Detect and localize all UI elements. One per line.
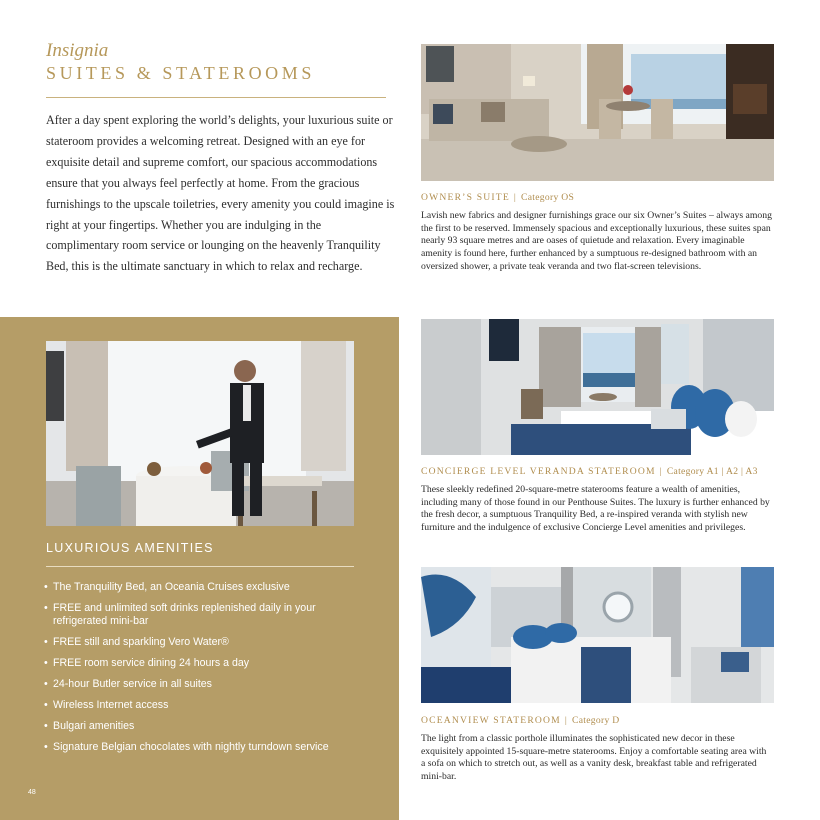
concierge-name: CONCIERGE LEVEL VERANDA STATEROOM <box>421 466 656 477</box>
owners-suite-heading <box>421 192 574 203</box>
oceanview-description: The light from a classic porthole illuminates the sophisticated new decor in these exquisitely appointed 15-square-metre staterooms. Enjoy a comfortable seating area with a sofa on which to stretch out, as well as a vanity desk, breakfast table and refrigerated mini-bar. <box>421 733 767 783</box>
list-item: • Signature Belgian chocolates with nightly turndown service <box>44 741 364 754</box>
oceanview-stateroom-photo <box>421 567 774 703</box>
list-item: • FREE room service dining 24 hours a day <box>44 657 364 670</box>
page-number: 48 <box>28 789 36 796</box>
page-title: SUITES & STATEROOMS <box>46 63 315 83</box>
amenities-divider <box>46 566 354 567</box>
owners-suite-photo <box>421 44 774 181</box>
concierge-heading <box>421 466 758 477</box>
list-item: • Wireless Internet access <box>44 699 364 712</box>
amenities-list <box>44 581 364 762</box>
list-item: • FREE still and sparkling Vero Water® <box>44 636 364 649</box>
owners-suite-description: Lavish new fabrics and designer furnishings grace our six Owner’s Suites – always among the first to be reserved. Immensely spacious and exceptionally luxurious, these suites span nearly 93 square metres and are oases of quietude and relaxation. Every imaginable amenity is found here, further enhanced by a sumptuous re-designed bathroom with an oversized shower, a private teak veranda and two flat-screen televisions. <box>421 210 772 272</box>
butler-service-photo <box>46 341 354 526</box>
heading-separator: | <box>513 192 518 203</box>
list-item: • The Tranquility Bed, an Oceania Cruises exclusive <box>44 581 364 594</box>
concierge-description: These sleekly redefined 20-square-metre staterooms feature a wealth of amenities, including many of those found in our Penthouse Suites. The luxury is further enhanced by the fresh decor, a sumptuous Tranquility Bed, a re-inspired veranda with stylish new furniture and the indulgence of exclusive Concierge Level amenities and privileges. <box>421 484 770 534</box>
concierge-stateroom-photo <box>421 319 774 455</box>
concierge-category: Category A1 | A2 | A3 <box>666 466 758 477</box>
oceanview-name: OCEANVIEW STATEROOM <box>421 715 561 726</box>
amenities-title: LUXURIOUS AMENITIES <box>46 541 214 555</box>
list-item: • FREE and unlimited soft drinks replenished daily in your refrigerated mini-bar <box>44 602 364 628</box>
title-divider <box>46 97 386 98</box>
owners-suite-name: OWNER’S SUITE <box>421 192 510 203</box>
list-item: • Bulgari amenities <box>44 720 364 733</box>
oceanview-category: Category D <box>572 715 620 726</box>
oceanview-heading <box>421 715 620 726</box>
intro-paragraph: After a day spent exploring the world’s delights, your luxurious suite or stateroom provides a welcoming retreat. Designed with an eye for exquisite detail and supreme comfort, our spacious accommodations ensure that you always feel perfectly at home. From the gracious furnishings to the upscale toiletries, every amenity you could imagine is right at your fingertips. Whether you are indulging in the complimentary room service or lounging on the heavenly Tranquility Bed, this is the ultimate sanctuary in which to relax and recharge. <box>46 113 395 274</box>
title-italic: Insignia <box>46 40 109 61</box>
owners-suite-category: Category OS <box>521 192 575 203</box>
heading-separator: | <box>564 715 569 726</box>
list-item: • 24-hour Butler service in all suites <box>44 678 364 691</box>
heading-separator: | <box>659 466 663 477</box>
